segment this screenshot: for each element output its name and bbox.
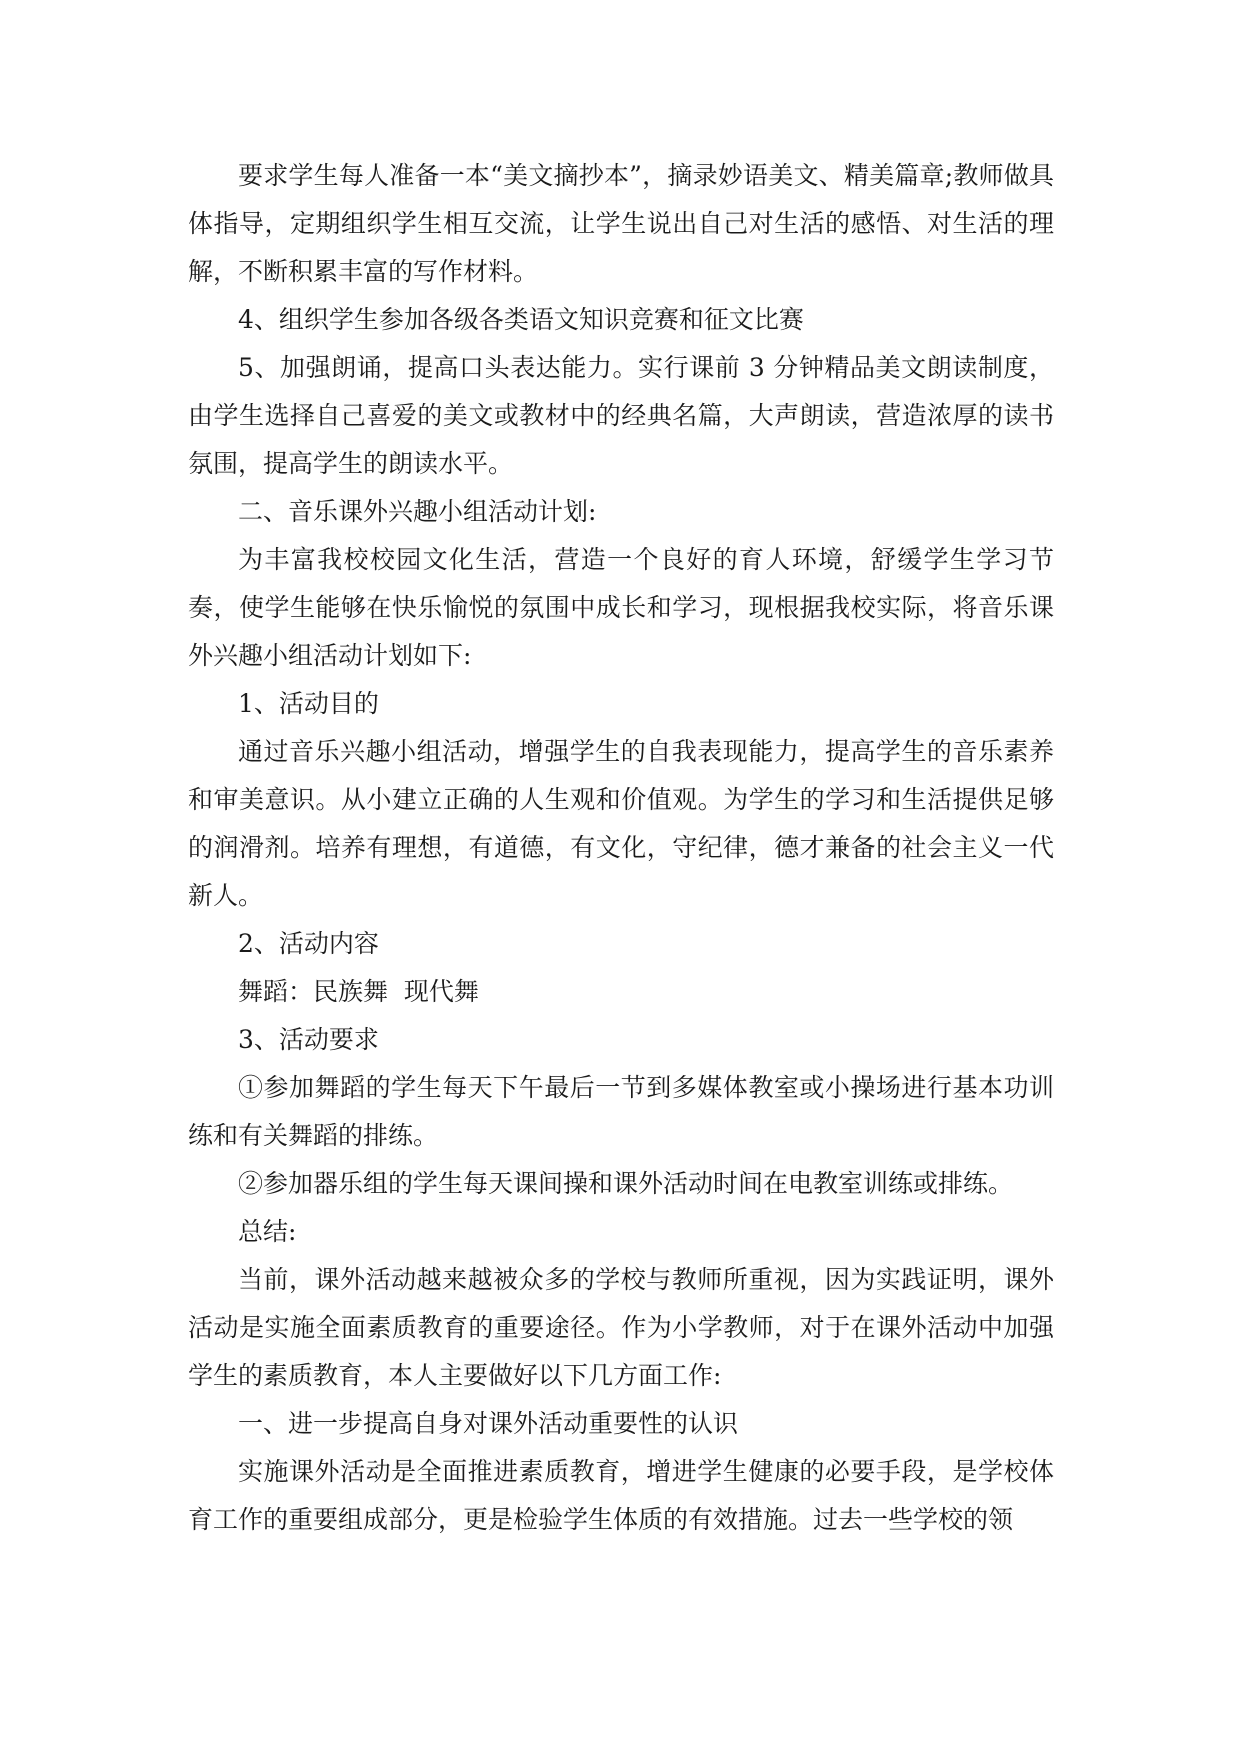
subheading-summary: 总结: (238, 1217, 297, 1246)
paragraph-music-intro: 为丰富我校校园文化生活，营造一个良好的育人环境，舒缓学生学习节奏，使学生能够在快乐愉悦的氛围中成长和学习，现根据我校实际，将音乐课外兴趣小组活动计划如下: (188, 545, 1054, 670)
paragraph-dance-types: 舞蹈：民族舞 现代舞 (238, 977, 479, 1006)
subheading-summary-point-1: 一、进一步提高自身对课外活动重要性的认识 (238, 1409, 739, 1438)
paragraph-summary-intro: 当前，课外活动越来越被众多的学校与教师所重视，因为实践证明，课外活动是实施全面素质教育的重要途径。作为小学教师，对于在课外活动中加强学生的素质教育，本人主要做好以下几方面工作: (188, 1265, 1054, 1390)
subheading-activity-purpose: 1、活动目的 (238, 689, 379, 718)
paragraph-item-5: 5、加强朗诵，提高口头表达能力。实行课前 3 分钟精品美文朗读制度，由学生选择自己喜爱的美文或教材中的经典名篇，大声朗读，营造浓厚的读书氛围，提高学生的朗读水平。 (188, 353, 1054, 478)
document-body (188, 152, 1054, 1544)
paragraph-beauty-notebook: 要求学生每人准备一本“美文摘抄本”，摘录妙语美文、精美篇章;教师做具体指导，定期组织学生相互交流，让学生说出自己对生活的感悟、对生活的理解，不断积累丰富的写作材料。 (188, 161, 1054, 286)
paragraph-requirement-1: ①参加舞蹈的学生每天下午最后一节到多媒体教室或小操场进行基本功训练和有关舞蹈的排练。 (188, 1073, 1054, 1150)
subheading-activity-requirements: 3、活动要求 (238, 1025, 379, 1054)
subheading-activity-content: 2、活动内容 (238, 929, 379, 958)
paragraph-requirement-2: ②参加器乐组的学生每天课间操和课外活动时间在电教室训练或排练。 (238, 1169, 1014, 1198)
paragraph-summary-point-1: 实施课外活动是全面推进素质教育，增进学生健康的必要手段，是学校体育工作的重要组成部分，更是检验学生体质的有效措施。过去一些学校的领 (188, 1457, 1054, 1534)
paragraph-activity-purpose: 通过音乐兴趣小组活动，增强学生的自我表现能力，提高学生的音乐素养和审美意识。从小建立正确的人生观和价值观。为学生的学习和生活提供足够的润滑剂。培养有理想，有道德，有文化，守纪律，德才兼备的社会主义一代新人。 (188, 737, 1054, 910)
section-heading-music-plan: 二、音乐课外兴趣小组活动计划: (238, 497, 597, 526)
paragraph-item-4: 4、组织学生参加各级各类语文知识竞赛和征文比赛 (238, 305, 804, 334)
